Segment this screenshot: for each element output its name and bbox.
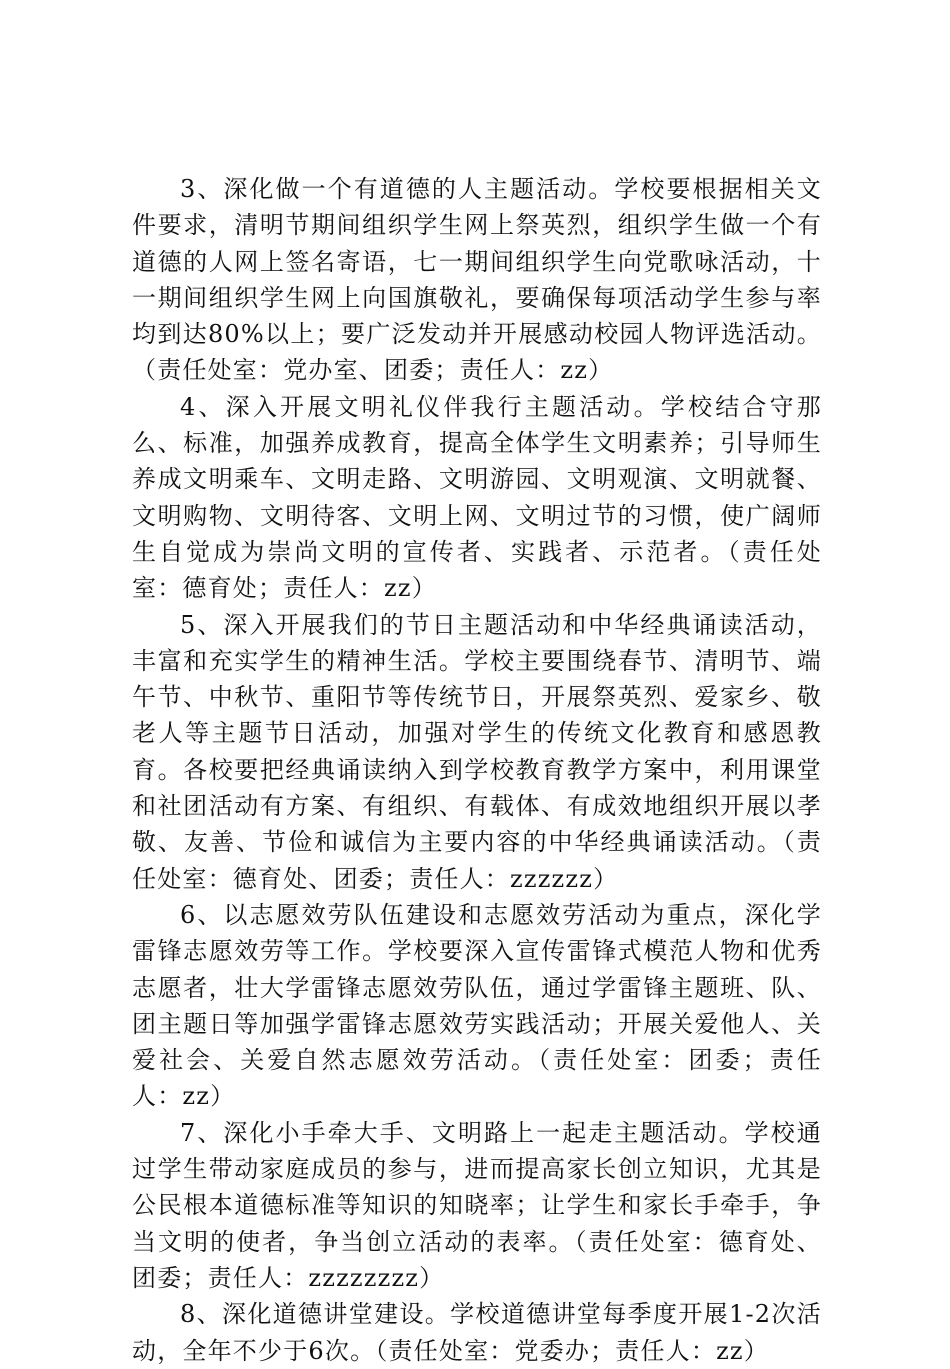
paragraph-item-6: 6、以志愿效劳队伍建设和志愿效劳活动为重点，深化学雷锋志愿效劳等工作。学校要深入宣传雷锋式模范人物和优秀志愿者，壮大学雷锋志愿效劳队伍，通过学雷锋主题班、队、团主题日等加强学雷锋志愿效劳实践活动；开展关爱他人、关爱社会、关爱自然志愿效劳活动。（责任处室：团委；责任人：zz）: [132, 900, 822, 1111]
paragraph-item-3: 3、深化做一个有道德的人主题活动。学校要根据相关文件要求，清明节期间组织学生网上祭英烈，组织学生做一个有道德的人网上签名寄语，七一期间组织学生向党歌咏活动，十一期间组织学生网上向国旗敬礼，要确保每项活动学生参与率均到达80%以上；要广泛发动并开展感动校园人物评选活动。（责任处室：党办室、团委；责任人：zz）: [132, 175, 822, 385]
paragraph-item-7: 7、深化小手牵大手、文明路上一起走主题活动。学校通过学生带动家庭成员的参与，进而提高家长创立知识，尤其是公民根本道德标准等知识的知晓率；让学生和家长手牵手，争当文明的使者，争当创立活动的表率。（责任处室：德育处、团委；责任人：zzzzzzzz）: [132, 1118, 822, 1292]
paragraph-item-5: 5、深入开展我们的节日主题活动和中华经典诵读活动，丰富和充实学生的精神生活。学校主要围绕春节、清明节、端午节、中秋节、重阳节等传统节日，开展祭英烈、爱家乡、敬老人等主题节日活动，加强对学生的传统文化教育和感恩教育。各校要把经典诵读纳入到学校教育教学方案中，利用课堂和社团活动有方案、有组织、有载体、有成效地组织开展以孝敬、友善、节俭和诚信为主要内容的中华经典诵读活动。（责任处室：德育处、团委；责任人：zzzzzz）: [132, 610, 822, 893]
paragraph-item-8: 8、深化道德讲堂建设。学校道德讲堂每季度开展1-2次活动，全年不少于6次。（责任处室：党委办；责任人：zz）: [132, 1300, 822, 1365]
document-body: [132, 171, 822, 1369]
paragraph-item-4: 4、深入开展文明礼仪伴我行主题活动。学校结合守那么、标准，加强养成教育，提高全体学生文明素养；引导师生养成文明乘车、文明走路、文明游园、文明观演、文明就餐、文明购物、文明待客、文明上网、文明过节的习惯，使广阔师生自觉成为崇尚文明的宣传者、实践者、示范者。（责任处室：德育处；责任人：zz）: [132, 392, 822, 603]
